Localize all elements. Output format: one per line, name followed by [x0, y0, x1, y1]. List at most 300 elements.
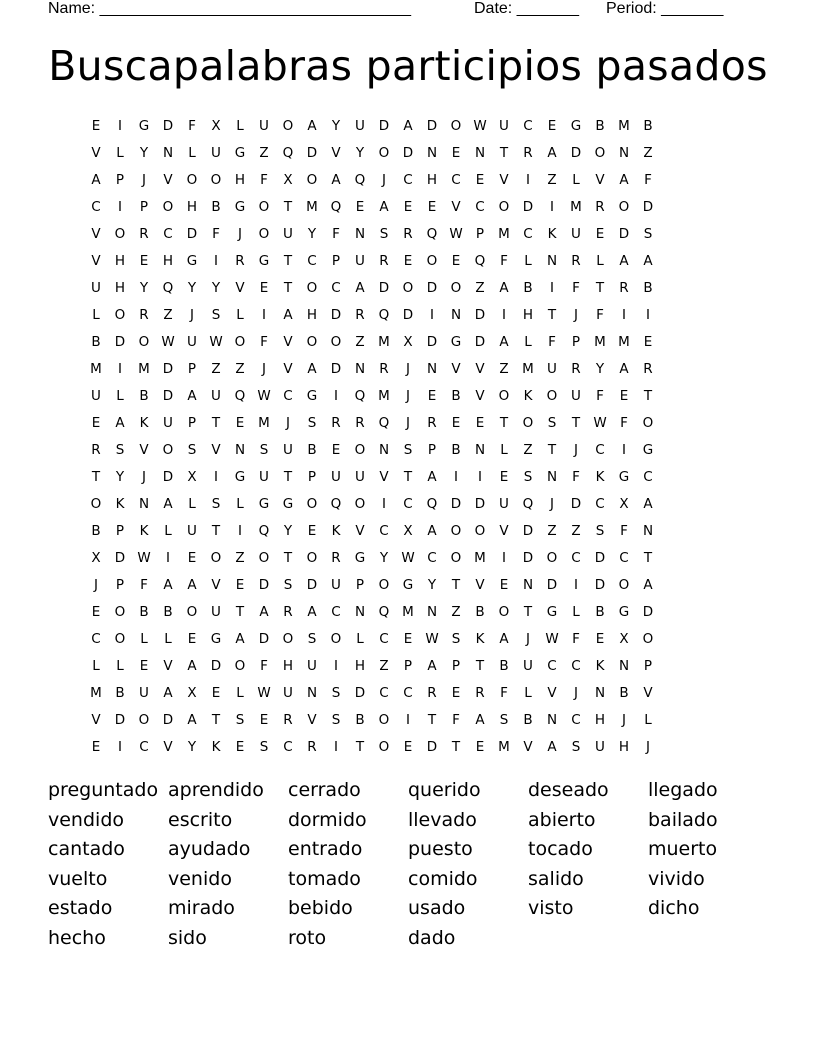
- grid-letter: D: [258, 576, 270, 593]
- grid-letter: T: [571, 414, 581, 431]
- grid-letter: Q: [522, 495, 534, 512]
- grid-letter: D: [570, 495, 582, 512]
- grid-letter: J: [142, 171, 146, 188]
- grid-letter: N: [306, 684, 318, 701]
- grid-row: [84, 382, 732, 409]
- grid-letter: O: [114, 630, 126, 647]
- grid-letter: D: [426, 117, 438, 134]
- grid-row: [84, 544, 732, 571]
- grid-letter: K: [595, 657, 605, 674]
- grid-letter: S: [547, 414, 557, 431]
- grid-letter: I: [118, 117, 122, 134]
- grid-letter: Z: [499, 360, 509, 377]
- grid-letter: V: [499, 171, 509, 188]
- word-list-item: mirado: [168, 897, 235, 920]
- grid-letter: F: [140, 576, 148, 593]
- grid-letter: Y: [139, 144, 149, 161]
- grid-letter: Q: [330, 198, 342, 215]
- grid-letter: B: [595, 603, 605, 620]
- grid-letter: V: [643, 684, 653, 701]
- grid-letter: A: [427, 468, 437, 485]
- grid-letter: X: [91, 549, 101, 566]
- grid-letter: S: [283, 576, 293, 593]
- grid-letter: A: [619, 171, 629, 188]
- grid-letter: G: [138, 117, 150, 134]
- grid-letter: E: [235, 576, 245, 593]
- grid-letter: J: [574, 306, 578, 323]
- word-list-item: deseado: [528, 779, 609, 801]
- grid-letter: A: [619, 360, 629, 377]
- grid-letter: J: [406, 414, 410, 431]
- grid-letter: G: [546, 603, 558, 620]
- grid-letter: J: [142, 468, 146, 485]
- grid-letter: S: [451, 630, 461, 647]
- grid-letter: C: [91, 630, 101, 647]
- grid-letter: M: [618, 117, 630, 134]
- word-list-item: ayudado: [168, 838, 251, 861]
- grid-letter: A: [547, 144, 557, 161]
- grid-letter: O: [114, 225, 126, 242]
- grid-letter: A: [187, 657, 197, 674]
- grid-letter: A: [331, 171, 341, 188]
- grid-letter: S: [211, 306, 221, 323]
- grid-letter: U: [91, 279, 101, 296]
- grid-letter: F: [644, 171, 652, 188]
- grid-letter: F: [572, 468, 580, 485]
- grid-letter: D: [354, 684, 366, 701]
- grid-letter: V: [451, 198, 461, 215]
- grid-letter: O: [282, 117, 294, 134]
- grid-letter: B: [499, 657, 509, 674]
- worksheet-header: [48, 0, 748, 20]
- grid-letter: L: [236, 306, 244, 323]
- grid-letter: T: [451, 576, 461, 593]
- grid-letter: A: [259, 603, 269, 620]
- word-list-item: llevado: [408, 808, 477, 831]
- grid-letter: D: [426, 333, 438, 350]
- word-list-item: abierto: [528, 808, 596, 831]
- grid-letter: Z: [451, 603, 461, 620]
- grid-letter: D: [474, 306, 486, 323]
- word-list-item: muerto: [648, 838, 718, 861]
- grid-letter: Y: [595, 360, 605, 377]
- grid-letter: K: [523, 387, 533, 404]
- grid-letter: A: [163, 495, 173, 512]
- grid-row: [84, 463, 732, 490]
- grid-letter: N: [354, 603, 366, 620]
- grid-letter: N: [138, 495, 150, 512]
- grid-letter: D: [402, 144, 414, 161]
- grid-letter: E: [235, 738, 245, 755]
- grid-letter: R: [379, 252, 389, 269]
- grid-letter: A: [619, 252, 629, 269]
- grid-letter: V: [451, 360, 461, 377]
- grid-letter: L: [236, 684, 244, 701]
- grid-letter: I: [478, 468, 482, 485]
- grid-letter: G: [258, 495, 270, 512]
- word-list-item: usado: [408, 897, 466, 920]
- grid-letter: O: [258, 549, 270, 566]
- grid-letter: U: [259, 468, 269, 485]
- grid-letter: S: [307, 630, 317, 647]
- grid-letter: T: [547, 441, 557, 458]
- grid-letter: P: [115, 576, 125, 593]
- grid-row: [84, 517, 732, 544]
- grid-letter: O: [210, 549, 222, 566]
- grid-letter: N: [474, 441, 486, 458]
- grid-letter: V: [475, 576, 485, 593]
- grid-letter: W: [449, 225, 463, 242]
- grid-letter: R: [523, 144, 533, 161]
- grid-letter: N: [450, 306, 462, 323]
- grid-letter: Q: [426, 225, 438, 242]
- grid-letter: C: [451, 171, 461, 188]
- grid-letter: M: [594, 333, 606, 350]
- grid-letter: L: [356, 630, 364, 647]
- grid-letter: S: [259, 738, 269, 755]
- grid-letter: G: [306, 387, 318, 404]
- grid-letter: W: [257, 684, 271, 701]
- grid-letter: M: [138, 360, 150, 377]
- grid-letter: T: [643, 549, 653, 566]
- grid-letter: N: [354, 225, 366, 242]
- grid-letter: T: [499, 144, 509, 161]
- word-list-item: llegado: [648, 779, 718, 801]
- grid-letter: T: [523, 603, 533, 620]
- grid-letter: E: [403, 252, 413, 269]
- grid-letter: O: [378, 711, 390, 728]
- grid-letter: L: [164, 630, 172, 647]
- grid-letter: Q: [234, 387, 246, 404]
- grid-letter: L: [116, 387, 124, 404]
- grid-letter: B: [307, 441, 317, 458]
- grid-letter: H: [282, 657, 294, 674]
- grid-letter: T: [283, 252, 293, 269]
- grid-letter: T: [595, 279, 605, 296]
- grid-letter: O: [450, 117, 462, 134]
- grid-letter: T: [91, 468, 101, 485]
- grid-letter: U: [283, 441, 293, 458]
- grid-letter: D: [522, 549, 534, 566]
- grid-letter: B: [211, 198, 221, 215]
- grid-letter: I: [430, 306, 434, 323]
- grid-letter: D: [186, 225, 198, 242]
- word-list-item: bebido: [288, 897, 353, 920]
- grid-letter: L: [164, 522, 172, 539]
- grid-row: [84, 193, 732, 220]
- grid-letter: H: [186, 198, 198, 215]
- grid-letter: K: [211, 738, 221, 755]
- grid-letter: O: [258, 225, 270, 242]
- grid-letter: O: [618, 198, 630, 215]
- grid-letter: T: [235, 603, 245, 620]
- grid-letter: C: [571, 549, 581, 566]
- grid-letter: U: [211, 387, 221, 404]
- grid-letter: Q: [258, 522, 270, 539]
- grid-letter: D: [642, 198, 654, 215]
- grid-letter: J: [190, 306, 194, 323]
- grid-letter: D: [162, 117, 174, 134]
- grid-letter: M: [570, 198, 582, 215]
- grid-letter: V: [547, 684, 557, 701]
- word-list-item: tocado: [528, 838, 593, 861]
- grid-letter: N: [474, 144, 486, 161]
- grid-letter: V: [211, 576, 221, 593]
- grid-letter: N: [426, 603, 438, 620]
- grid-letter: F: [500, 684, 508, 701]
- grid-letter: E: [595, 225, 605, 242]
- grid-letter: Y: [211, 279, 221, 296]
- grid-letter: P: [643, 657, 653, 674]
- grid-letter: E: [643, 333, 653, 350]
- grid-letter: W: [545, 630, 559, 647]
- grid-letter: J: [574, 684, 578, 701]
- grid-letter: S: [331, 684, 341, 701]
- word-list-item: dormido: [288, 808, 367, 831]
- grid-letter: S: [307, 414, 317, 431]
- grid-letter: I: [454, 468, 458, 485]
- grid-letter: Y: [331, 117, 341, 134]
- grid-letter: I: [214, 252, 218, 269]
- grid-letter: R: [307, 738, 317, 755]
- grid-letter: L: [596, 252, 604, 269]
- grid-letter: E: [403, 630, 413, 647]
- grid-letter: O: [282, 630, 294, 647]
- grid-letter: R: [91, 441, 101, 458]
- grid-letter: D: [114, 711, 126, 728]
- grid-letter: O: [402, 279, 414, 296]
- grid-letter: O: [378, 738, 390, 755]
- grid-letter: D: [474, 333, 486, 350]
- grid-letter: P: [187, 414, 197, 431]
- grid-letter: P: [451, 657, 461, 674]
- grid-letter: D: [522, 522, 534, 539]
- grid-letter: R: [331, 549, 341, 566]
- grid-letter: F: [260, 657, 268, 674]
- grid-row: [84, 436, 732, 463]
- grid-letter: C: [523, 117, 533, 134]
- grid-letter: L: [524, 333, 532, 350]
- grid-letter: C: [307, 252, 317, 269]
- grid-letter: R: [331, 414, 341, 431]
- grid-row: [84, 733, 732, 760]
- word-list: [48, 779, 768, 957]
- grid-letter: I: [550, 198, 554, 215]
- grid-letter: Q: [378, 306, 390, 323]
- grid-letter: A: [379, 198, 389, 215]
- grid-letter: V: [283, 333, 293, 350]
- grid-letter: L: [116, 144, 124, 161]
- grid-letter: A: [187, 387, 197, 404]
- grid-letter: M: [498, 225, 510, 242]
- grid-letter: S: [379, 225, 389, 242]
- grid-letter: G: [234, 468, 246, 485]
- grid-letter: Z: [355, 333, 365, 350]
- grid-letter: J: [406, 387, 410, 404]
- grid-letter: D: [522, 198, 534, 215]
- grid-letter: A: [499, 333, 509, 350]
- grid-letter: B: [91, 522, 101, 539]
- grid-letter: M: [522, 360, 534, 377]
- grid-letter: N: [618, 657, 630, 674]
- grid-letter: C: [91, 198, 101, 215]
- grid-letter: A: [115, 414, 125, 431]
- grid-letter: A: [643, 495, 653, 512]
- grid-letter: Q: [354, 171, 366, 188]
- grid-letter: I: [334, 657, 338, 674]
- grid-letter: D: [450, 495, 462, 512]
- grid-letter: E: [91, 603, 101, 620]
- grid-letter: D: [162, 387, 174, 404]
- word-list-item: preguntado: [48, 779, 159, 801]
- grid-letter: D: [594, 549, 606, 566]
- grid-letter: M: [258, 414, 270, 431]
- grid-letter: O: [306, 495, 318, 512]
- grid-letter: Z: [163, 306, 173, 323]
- grid-letter: T: [211, 522, 221, 539]
- grid-letter: I: [502, 549, 506, 566]
- grid-letter: E: [403, 738, 413, 755]
- grid-letter: E: [187, 630, 197, 647]
- grid-letter: C: [619, 549, 629, 566]
- grid-letter: R: [619, 279, 629, 296]
- grid-letter: K: [139, 414, 149, 431]
- grid-letter: B: [139, 603, 149, 620]
- grid-letter: F: [260, 333, 268, 350]
- grid-row: [84, 139, 732, 166]
- grid-letter: T: [427, 711, 437, 728]
- grid-letter: M: [618, 333, 630, 350]
- grid-letter: O: [498, 603, 510, 620]
- grid-letter: U: [355, 252, 365, 269]
- grid-letter: V: [331, 144, 341, 161]
- grid-letter: D: [114, 549, 126, 566]
- grid-letter: V: [379, 468, 389, 485]
- grid-letter: F: [596, 306, 604, 323]
- grid-letter: D: [594, 576, 606, 593]
- grid-letter: B: [475, 603, 485, 620]
- grid-letter: D: [210, 657, 222, 674]
- grid-letter: C: [283, 738, 293, 755]
- grid-letter: O: [258, 198, 270, 215]
- grid-letter: M: [474, 549, 486, 566]
- grid-letter: M: [90, 360, 102, 377]
- grid-letter: B: [163, 603, 173, 620]
- grid-letter: B: [451, 441, 461, 458]
- grid-letter: L: [500, 441, 508, 458]
- grid-letter: S: [595, 522, 605, 539]
- grid-letter: B: [115, 684, 125, 701]
- grid-letter: E: [451, 684, 461, 701]
- grid-row: [84, 166, 732, 193]
- grid-letter: H: [162, 252, 174, 269]
- grid-letter: Q: [474, 252, 486, 269]
- grid-letter: O: [162, 198, 174, 215]
- grid-letter: B: [595, 117, 605, 134]
- grid-letter: G: [186, 252, 198, 269]
- grid-letter: N: [426, 144, 438, 161]
- grid-letter: O: [114, 603, 126, 620]
- grid-letter: Y: [379, 549, 389, 566]
- grid-letter: W: [137, 549, 151, 566]
- grid-letter: I: [166, 549, 170, 566]
- grid-letter: I: [382, 495, 386, 512]
- grid-row: [84, 490, 732, 517]
- grid-row: [84, 625, 732, 652]
- grid-letter: O: [330, 630, 342, 647]
- grid-letter: I: [550, 279, 554, 296]
- grid-letter: W: [593, 414, 607, 431]
- grid-letter: D: [426, 279, 438, 296]
- grid-row: [84, 220, 732, 247]
- grid-letter: A: [355, 279, 365, 296]
- grid-letter: P: [475, 225, 485, 242]
- grid-letter: O: [114, 306, 126, 323]
- grid-letter: H: [234, 171, 246, 188]
- grid-letter: X: [619, 630, 629, 647]
- grid-row: [84, 679, 732, 706]
- grid-letter: L: [92, 657, 100, 674]
- grid-letter: E: [499, 468, 509, 485]
- grid-letter: J: [526, 630, 530, 647]
- grid-letter: U: [283, 225, 293, 242]
- grid-letter: R: [235, 252, 245, 269]
- grid-letter: M: [90, 684, 102, 701]
- grid-row: [84, 274, 732, 301]
- grid-letter: F: [188, 117, 196, 134]
- grid-row: [84, 112, 732, 139]
- grid-letter: O: [306, 171, 318, 188]
- grid-letter: Q: [282, 144, 294, 161]
- grid-letter: H: [594, 711, 606, 728]
- grid-letter: W: [473, 117, 487, 134]
- grid-letter: I: [118, 360, 122, 377]
- grid-letter: Z: [235, 549, 245, 566]
- grid-letter: L: [572, 171, 580, 188]
- grid-letter: S: [499, 711, 509, 728]
- grid-letter: T: [475, 657, 485, 674]
- grid-letter: V: [235, 279, 245, 296]
- grid-letter: O: [426, 252, 438, 269]
- grid-letter: I: [238, 522, 242, 539]
- grid-letter: F: [452, 711, 460, 728]
- grid-letter: V: [499, 522, 509, 539]
- grid-letter: J: [406, 360, 410, 377]
- grid-letter: Z: [259, 144, 269, 161]
- grid-letter: V: [163, 657, 173, 674]
- grid-letter: T: [451, 738, 461, 755]
- grid-letter: S: [115, 441, 125, 458]
- grid-letter: Z: [235, 360, 245, 377]
- grid-letter: V: [139, 441, 149, 458]
- grid-letter: A: [283, 306, 293, 323]
- grid-letter: C: [595, 495, 605, 512]
- grid-letter: P: [427, 441, 437, 458]
- grid-letter: A: [91, 171, 101, 188]
- grid-letter: R: [139, 306, 149, 323]
- grid-letter: A: [163, 684, 173, 701]
- word-list-item: vivido: [648, 867, 705, 890]
- grid-letter: W: [401, 549, 415, 566]
- grid-letter: H: [114, 279, 126, 296]
- grid-letter: T: [283, 198, 293, 215]
- grid-letter: E: [595, 630, 605, 647]
- grid-letter: Y: [427, 576, 437, 593]
- grid-letter: L: [140, 630, 148, 647]
- grid-letter: Z: [571, 522, 581, 539]
- grid-row: [84, 652, 732, 679]
- grid-letter: P: [139, 198, 149, 215]
